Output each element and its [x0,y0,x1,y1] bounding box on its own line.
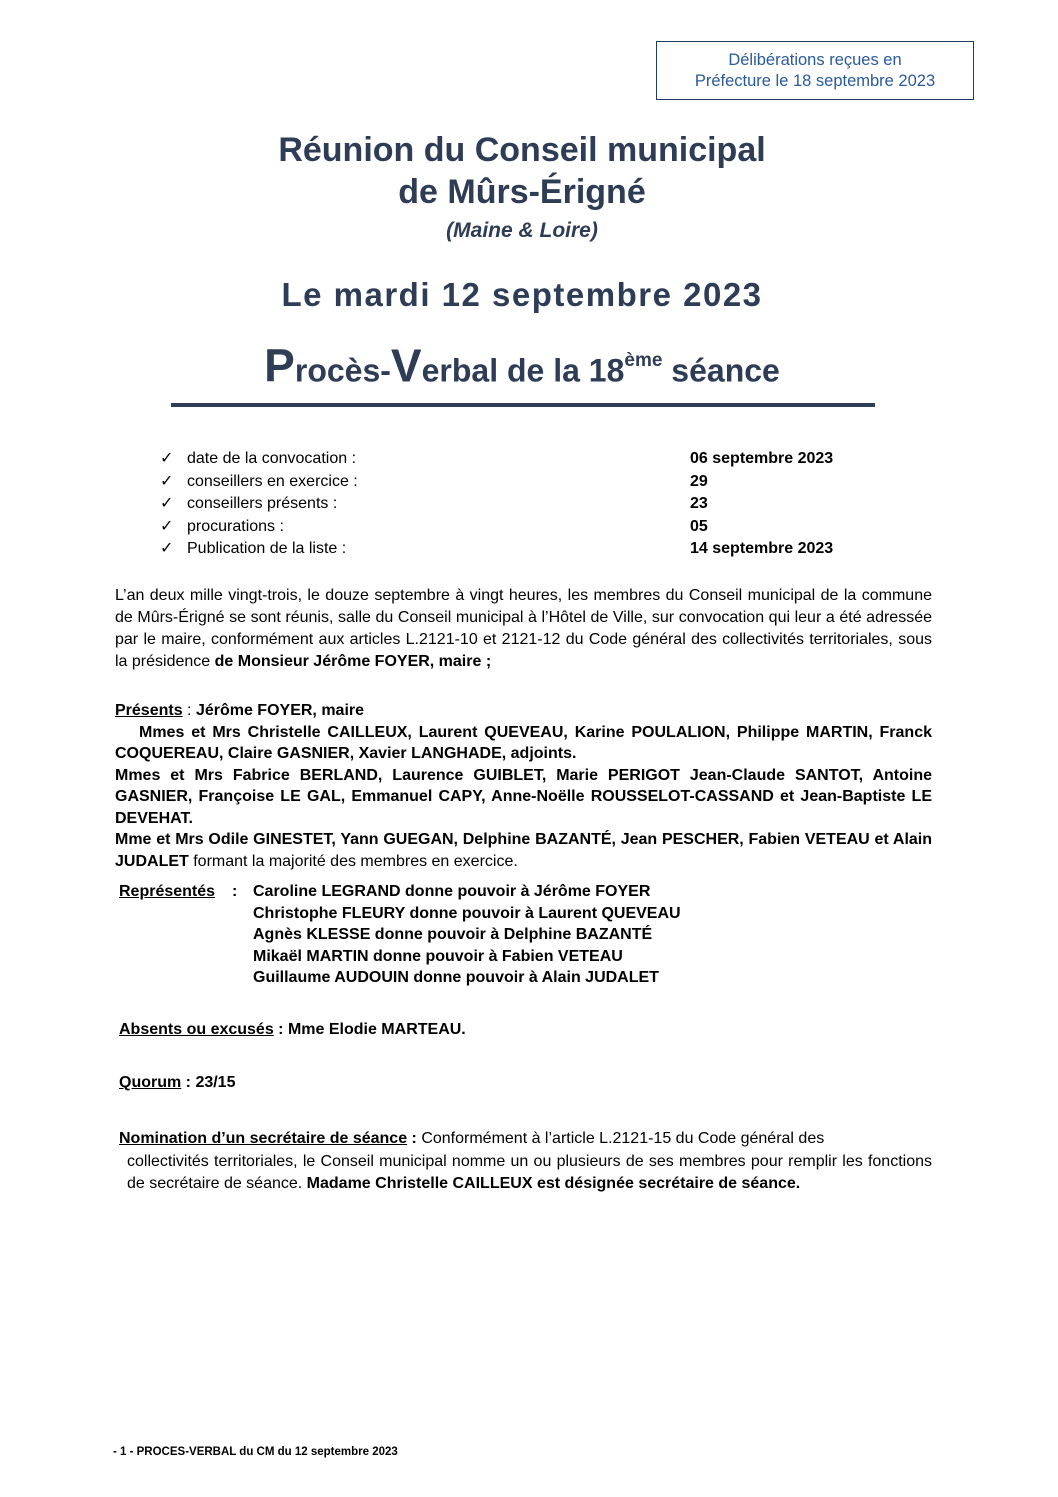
title-divider [171,403,875,407]
info-value: 14 septembre 2023 [690,540,834,558]
proxy-item: Guillaume AUDOUIN donne pouvoir à Alain JUDALET [253,969,659,987]
nomination-section [119,1128,932,1196]
pv-text-roces: rocès- [294,352,391,389]
info-row [160,493,880,516]
check-icon: ✓ [160,495,174,513]
info-label: conseillers présents : [187,495,338,513]
nomination-rest [119,1151,932,1196]
meeting-date: Le mardi 12 septembre 2023 [281,276,763,313]
nomination-colon: : [407,1130,417,1147]
info-value: 05 [690,517,708,535]
representes-label: Représentés [119,883,216,900]
info-row [160,516,880,539]
nomination-text-first: Conformément à l’article L.2121-15 du Code général des [416,1130,825,1147]
presents-first-line [115,700,932,722]
check-icon: ✓ [160,540,174,558]
info-value: 29 [690,472,708,490]
presents-section [115,700,932,872]
presents-maire: Jérôme FOYER, maire [195,702,365,719]
info-row [160,448,880,471]
presents-sep: : [182,702,196,719]
check-icon: ✓ [160,450,174,467]
quorum-line [119,1074,235,1092]
presents-group-3: Mme et Mrs Odile GINESTET, Yann GUEGAN, Delphine BAZANTÉ, Jean PESCHER, Fabien VETEAU et Alain JUDALET [115,831,932,870]
presents-group-3-line [115,829,932,872]
info-value: 06 septembre 2023 [690,450,834,467]
stamp-line-1: Délibérations reçues en [728,51,902,69]
pv-text-erbal: erbal de la 18 [421,352,625,389]
nomination-text-rest: collectivités territoriales, le Conseil municipal nomme un ou plusieurs de ses membres pour remplir les fonctions de secrétaire de séance. [127,1152,932,1193]
info-label: Publication de la liste : [187,540,347,558]
pv-initial-p: P [264,339,295,392]
absents-label: Absents ou excusés [119,1021,274,1038]
proxy-item: Christophe FLEURY donne pouvoir à Laurent QUEVEAU [253,904,681,922]
info-label: conseillers en exercice : [187,472,358,490]
absents-value: : Mme Elodie MARTEAU. [273,1021,466,1038]
nomination-label: Nomination d’un secrétaire de séance [119,1130,408,1147]
page-footer: - 1 - PROCES-VERBAL du CM du 12 septembre 2023 [113,1446,398,1458]
pv-superscript: ème [624,350,663,371]
representes-colon: : [232,883,238,900]
proxy-item: Agnès KLESSE donne pouvoir à Delphine BAZANTÉ [253,926,653,944]
info-list [160,448,880,561]
info-value: 23 [690,495,708,513]
presents-suffix: formant la majorité des membres en exercice. [188,852,518,870]
absents-line [119,1021,466,1039]
check-icon: ✓ [160,472,174,490]
presents-adjoints: Mmes et Mrs Christelle CAILLEUX, Laurent QUEVEAU, Karine POULALION, Philippe MARTIN, Franck COQUEREAU, Claire GASNIER, Xavier LANGHADE, adjoints. [115,723,932,762]
quorum-label: Quorum [119,1074,182,1091]
subtitle-department: (Maine & Loire) [446,219,598,242]
proxy-item: Mikaël MARTIN donne pouvoir à Fabien VETEAU [253,947,623,965]
intro-bold: de Monsieur Jérôme FOYER, maire ; [214,653,492,670]
presents-label: Présents [115,702,183,719]
check-icon: ✓ [160,517,174,535]
stamp-line-2: Préfecture le 18 septembre 2023 [694,72,936,90]
intro-paragraph [115,585,932,673]
quorum-value: : 23/15 [181,1074,236,1091]
info-label: procurations : [187,517,284,535]
pv-text-seance: séance [662,352,780,389]
info-row [160,538,880,561]
title-line-2: de Mûrs-Érigné [398,173,646,211]
pv-title [0,340,1044,396]
representes-list [253,881,681,989]
pv-initial-v: V [390,339,422,392]
info-label: date de la convocation : [187,450,357,467]
proxy-item: Caroline LEGRAND donne pouvoir à Jérôme FOYER [253,883,651,900]
title-line-1: Réunion du Conseil municipal [278,131,766,169]
nomination-bold: Madame Christelle CAILLEUX est désignée secrétaire de séance. [306,1175,801,1193]
prefecture-stamp [656,41,974,100]
intro-text: L’an deux mille vingt-trois, le douze septembre à vingt heures, les membres du Conseil municipal de la commune de Mûrs-Érigné se sont réunis, salle du Conseil municipal à l’Hôtel de Ville, sur convocation qui leur a été adressée par le maire, conformément aux articles L.2121-10 et 2121-12 du Code général des collectivités territoriales, sous la présidence [115,587,932,670]
info-row [160,471,880,494]
presents-group-2: Mmes et Mrs Fabrice BERLAND, Laurence GUIBLET, Marie PERIGOT Jean-Claude SANTOT, Antoine GASNIER, Françoise LE GAL, Emmanuel CAPY, Anne-Noëlle ROUSSELOT-CASSAND et Jean-Baptiste LE DEVEHAT. [115,766,932,827]
